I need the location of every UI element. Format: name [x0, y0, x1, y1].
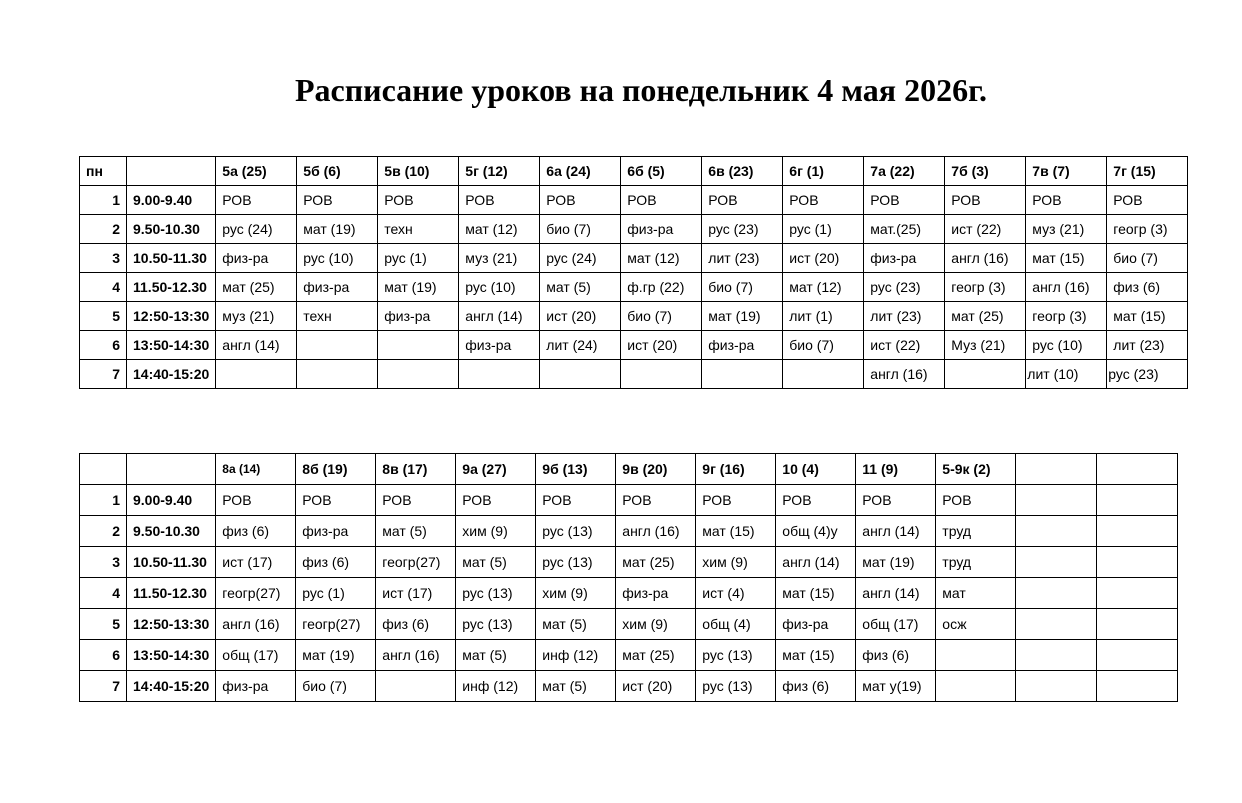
- lesson-cell: [621, 360, 702, 389]
- class-header: 6в (23): [702, 157, 783, 186]
- class-header: 9б (13): [536, 454, 616, 485]
- lesson-cell: техн: [378, 215, 459, 244]
- lesson-cell: рус (1): [783, 215, 864, 244]
- lesson-cell: мат (12): [783, 273, 864, 302]
- lesson-number: 4: [80, 578, 127, 609]
- lesson-row: [80, 302, 1188, 331]
- lesson-row: [80, 516, 1178, 547]
- lesson-cell: геогр (3): [1026, 302, 1107, 331]
- lesson-cell: хим (9): [696, 547, 776, 578]
- lesson-cell: мат (5): [456, 547, 536, 578]
- lesson-cell: мат (5): [536, 671, 616, 702]
- class-header: 5г (12): [459, 157, 540, 186]
- lesson-time: 14:40-15:20: [127, 360, 216, 389]
- lesson-row: [80, 215, 1188, 244]
- lesson-cell: ист (20): [783, 244, 864, 273]
- lesson-cell: био (7): [621, 302, 702, 331]
- class-header: [1097, 454, 1178, 485]
- lesson-cell: РОВ: [456, 485, 536, 516]
- lesson-time: 11.50-12.30: [127, 578, 216, 609]
- lesson-cell: англ (16): [864, 360, 945, 389]
- lesson-cell: [1016, 485, 1097, 516]
- lesson-cell: физ-ра: [702, 331, 783, 360]
- lesson-cell: РОВ: [864, 186, 945, 215]
- lesson-cell: РОВ: [540, 186, 621, 215]
- schedule-table-grades-5-7: [79, 156, 1188, 389]
- lesson-row: [80, 547, 1178, 578]
- day-label: [80, 454, 127, 485]
- lesson-cell: физ-ра: [616, 578, 696, 609]
- lesson-cell: общ (4): [696, 609, 776, 640]
- lesson-number: 1: [80, 485, 127, 516]
- lesson-cell: физ (6): [856, 640, 936, 671]
- lesson-cell: био (7): [783, 331, 864, 360]
- lesson-cell: физ-ра: [864, 244, 945, 273]
- schedule-table-grades-8-11: [79, 453, 1178, 702]
- class-header: 6б (5): [621, 157, 702, 186]
- lesson-cell: муз (21): [1026, 215, 1107, 244]
- lesson-cell: ист (20): [540, 302, 621, 331]
- lesson-cell: био (7): [1107, 244, 1188, 273]
- lesson-cell: [540, 360, 621, 389]
- lesson-cell: общ (4)у: [776, 516, 856, 547]
- lesson-cell: хим (9): [616, 609, 696, 640]
- lesson-cell: [1016, 671, 1097, 702]
- lesson-cell: геогр (3): [1107, 215, 1188, 244]
- lesson-cell: РОВ: [216, 186, 297, 215]
- lesson-cell: рус (13): [536, 516, 616, 547]
- class-header: 5б (6): [297, 157, 378, 186]
- lesson-cell: физ (6): [376, 609, 456, 640]
- lesson-cell: муз (21): [459, 244, 540, 273]
- lesson-cell: ист (4): [696, 578, 776, 609]
- lesson-cell: РОВ: [459, 186, 540, 215]
- lesson-cell: мат (15): [696, 516, 776, 547]
- class-header: 6а (24): [540, 157, 621, 186]
- lesson-cell: РОВ: [297, 186, 378, 215]
- lesson-number: 1: [80, 186, 127, 215]
- lesson-number: 5: [80, 609, 127, 640]
- lesson-cell: ист (22): [945, 215, 1026, 244]
- lesson-cell: физ-ра: [776, 609, 856, 640]
- lesson-cell: муз (21): [216, 302, 297, 331]
- lesson-cell: англ (14): [776, 547, 856, 578]
- lesson-row: [80, 485, 1178, 516]
- lesson-cell: физ (6): [776, 671, 856, 702]
- lesson-cell: лит (10): [1026, 360, 1107, 389]
- lesson-cell: ист (17): [376, 578, 456, 609]
- lesson-cell: мат (25): [945, 302, 1026, 331]
- lesson-cell: мат (5): [376, 516, 456, 547]
- lesson-cell: РОВ: [702, 186, 783, 215]
- lesson-row: [80, 578, 1178, 609]
- lesson-cell: ист (22): [864, 331, 945, 360]
- lesson-cell: мат (25): [616, 547, 696, 578]
- lesson-cell: лит (1): [783, 302, 864, 331]
- class-header: 9а (27): [456, 454, 536, 485]
- lesson-cell: ист (20): [616, 671, 696, 702]
- lesson-cell: физ (6): [296, 547, 376, 578]
- class-header: 8в (17): [376, 454, 456, 485]
- lesson-cell: [1097, 578, 1178, 609]
- lesson-cell: мат (15): [776, 578, 856, 609]
- lesson-cell: рус (23): [1107, 360, 1188, 389]
- lesson-row: [80, 671, 1178, 702]
- lesson-number: 6: [80, 331, 127, 360]
- lesson-cell: мат (19): [297, 215, 378, 244]
- lesson-cell: лит (24): [540, 331, 621, 360]
- lesson-time: 9.50-10.30: [127, 215, 216, 244]
- lesson-cell: РОВ: [1026, 186, 1107, 215]
- lesson-row: [80, 360, 1188, 389]
- lesson-cell: рус (23): [702, 215, 783, 244]
- lesson-cell: РОВ: [783, 186, 864, 215]
- lesson-cell: общ (17): [856, 609, 936, 640]
- lesson-cell: РОВ: [936, 485, 1016, 516]
- lesson-cell: [783, 360, 864, 389]
- lesson-time: 14:40-15:20: [127, 671, 216, 702]
- class-header: [1016, 454, 1097, 485]
- lesson-cell: англ (16): [945, 244, 1026, 273]
- lesson-cell: [297, 331, 378, 360]
- lesson-cell: ист (17): [216, 547, 296, 578]
- lesson-cell: [459, 360, 540, 389]
- lesson-cell: рус (10): [1026, 331, 1107, 360]
- lesson-time: 13:50-14:30: [127, 331, 216, 360]
- lesson-cell: общ (17): [216, 640, 296, 671]
- class-header: 8а (14): [216, 454, 296, 485]
- lesson-cell: физ-ра: [621, 215, 702, 244]
- lesson-cell: [702, 360, 783, 389]
- lesson-cell: физ-ра: [459, 331, 540, 360]
- lesson-cell: [1016, 547, 1097, 578]
- lesson-cell: мат (19): [856, 547, 936, 578]
- lesson-cell: рус (13): [456, 609, 536, 640]
- lesson-cell: [1016, 609, 1097, 640]
- lesson-number: 7: [80, 671, 127, 702]
- lesson-cell: англ (16): [1026, 273, 1107, 302]
- lesson-time: 9.00-9.40: [127, 186, 216, 215]
- lesson-cell: РОВ: [621, 186, 702, 215]
- time-header: [127, 157, 216, 186]
- lesson-row: [80, 244, 1188, 273]
- lesson-cell: РОВ: [616, 485, 696, 516]
- lesson-cell: геогр(27): [216, 578, 296, 609]
- class-header: 7б (3): [945, 157, 1026, 186]
- page-title: Расписание уроков на понедельник 4 мая 2026г.: [294, 72, 988, 108]
- lesson-cell: био (7): [702, 273, 783, 302]
- lesson-cell: рус (10): [297, 244, 378, 273]
- lesson-number: 3: [80, 244, 127, 273]
- lesson-cell: техн: [297, 302, 378, 331]
- lesson-cell: мат у(19): [856, 671, 936, 702]
- lesson-cell: физ (6): [1107, 273, 1188, 302]
- lesson-time: 11.50-12.30: [127, 273, 216, 302]
- lesson-cell: [1097, 547, 1178, 578]
- lesson-cell: физ-ра: [378, 302, 459, 331]
- lesson-number: 2: [80, 215, 127, 244]
- lesson-cell: труд: [936, 547, 1016, 578]
- lesson-cell: англ (14): [216, 331, 297, 360]
- lesson-cell: мат.(25): [864, 215, 945, 244]
- lesson-cell: [945, 360, 1026, 389]
- lesson-cell: Муз (21): [945, 331, 1026, 360]
- lesson-cell: мат (19): [702, 302, 783, 331]
- lesson-cell: физ-ра: [297, 273, 378, 302]
- lesson-cell: мат (5): [456, 640, 536, 671]
- lesson-cell: [376, 671, 456, 702]
- lesson-cell: мат (12): [459, 215, 540, 244]
- lesson-cell: [1097, 609, 1178, 640]
- lesson-cell: англ (14): [856, 578, 936, 609]
- lesson-cell: мат (12): [621, 244, 702, 273]
- lesson-cell: лит (23): [702, 244, 783, 273]
- lesson-cell: рус (10): [459, 273, 540, 302]
- lesson-cell: РОВ: [296, 485, 376, 516]
- class-header: 7а (22): [864, 157, 945, 186]
- lesson-cell: труд: [936, 516, 1016, 547]
- lesson-cell: мат (15): [1107, 302, 1188, 331]
- lesson-cell: [936, 671, 1016, 702]
- lesson-cell: рус (23): [864, 273, 945, 302]
- lesson-cell: рус (24): [216, 215, 297, 244]
- class-header: 9в (20): [616, 454, 696, 485]
- time-header: [127, 454, 216, 485]
- class-header: 5-9к (2): [936, 454, 1016, 485]
- lesson-cell: РОВ: [856, 485, 936, 516]
- lesson-cell: РОВ: [776, 485, 856, 516]
- lesson-cell: англ (14): [459, 302, 540, 331]
- class-header: 5в (10): [378, 157, 459, 186]
- lesson-cell: ист (20): [621, 331, 702, 360]
- lesson-cell: [936, 640, 1016, 671]
- lesson-row: [80, 186, 1188, 215]
- lesson-cell: био (7): [296, 671, 376, 702]
- lesson-cell: осж: [936, 609, 1016, 640]
- day-label: пн: [80, 157, 127, 186]
- class-header: 6г (1): [783, 157, 864, 186]
- lesson-cell: англ (16): [376, 640, 456, 671]
- lesson-cell: рус (13): [456, 578, 536, 609]
- lesson-time: 9.50-10.30: [127, 516, 216, 547]
- lesson-cell: мат (15): [1026, 244, 1107, 273]
- lesson-cell: мат: [936, 578, 1016, 609]
- lesson-cell: мат (19): [378, 273, 459, 302]
- lesson-number: 2: [80, 516, 127, 547]
- lesson-cell: физ-ра: [216, 244, 297, 273]
- lesson-cell: рус (24): [540, 244, 621, 273]
- lesson-cell: [1097, 485, 1178, 516]
- lesson-cell: физ-ра: [296, 516, 376, 547]
- class-header: 9г (16): [696, 454, 776, 485]
- lesson-row: [80, 609, 1178, 640]
- lesson-cell: РОВ: [696, 485, 776, 516]
- class-header: 7г (15): [1107, 157, 1188, 186]
- lesson-cell: инф (12): [456, 671, 536, 702]
- lesson-row: [80, 331, 1188, 360]
- lesson-time: 13:50-14:30: [127, 640, 216, 671]
- lesson-cell: [297, 360, 378, 389]
- lesson-cell: [1016, 516, 1097, 547]
- lesson-number: 4: [80, 273, 127, 302]
- lesson-cell: лит (23): [1107, 331, 1188, 360]
- lesson-cell: РОВ: [376, 485, 456, 516]
- lesson-cell: [1097, 640, 1178, 671]
- class-header: 8б (19): [296, 454, 376, 485]
- lesson-cell: рус (13): [536, 547, 616, 578]
- lesson-cell: англ (16): [216, 609, 296, 640]
- lesson-cell: РОВ: [536, 485, 616, 516]
- lesson-cell: лит (23): [864, 302, 945, 331]
- lesson-time: 12:50-13:30: [127, 609, 216, 640]
- lesson-cell: [378, 360, 459, 389]
- lesson-cell: РОВ: [216, 485, 296, 516]
- lesson-number: 5: [80, 302, 127, 331]
- lesson-cell: [378, 331, 459, 360]
- lesson-cell: [1016, 578, 1097, 609]
- lesson-cell: мат (5): [540, 273, 621, 302]
- class-header: 11 (9): [856, 454, 936, 485]
- lesson-cell: англ (14): [856, 516, 936, 547]
- lesson-cell: РОВ: [1107, 186, 1188, 215]
- class-header: 7в (7): [1026, 157, 1107, 186]
- lesson-time: 10.50-11.30: [127, 244, 216, 273]
- lesson-cell: геогр (3): [945, 273, 1026, 302]
- lesson-cell: рус (13): [696, 640, 776, 671]
- lesson-cell: рус (1): [378, 244, 459, 273]
- lesson-time: 10.50-11.30: [127, 547, 216, 578]
- lesson-row: [80, 273, 1188, 302]
- lesson-cell: ф.гр (22): [621, 273, 702, 302]
- lesson-time: 9.00-9.40: [127, 485, 216, 516]
- lesson-cell: РОВ: [945, 186, 1026, 215]
- lesson-time: 12:50-13:30: [127, 302, 216, 331]
- lesson-cell: [1016, 640, 1097, 671]
- lesson-cell: [1097, 516, 1178, 547]
- lesson-cell: мат (15): [776, 640, 856, 671]
- header-row: [80, 157, 1188, 186]
- lesson-cell: [216, 360, 297, 389]
- lesson-cell: РОВ: [378, 186, 459, 215]
- lesson-cell: физ-ра: [216, 671, 296, 702]
- lesson-cell: англ (16): [616, 516, 696, 547]
- lesson-cell: мат (5): [536, 609, 616, 640]
- lesson-cell: геогр(27): [296, 609, 376, 640]
- lesson-cell: геогр(27): [376, 547, 456, 578]
- lesson-cell: мат (25): [616, 640, 696, 671]
- lesson-cell: [1097, 671, 1178, 702]
- class-header: 5а (25): [216, 157, 297, 186]
- lesson-cell: мат (19): [296, 640, 376, 671]
- lesson-cell: мат (25): [216, 273, 297, 302]
- header-row: [80, 454, 1178, 485]
- lesson-number: 6: [80, 640, 127, 671]
- lesson-number: 7: [80, 360, 127, 389]
- lesson-cell: хим (9): [536, 578, 616, 609]
- lesson-row: [80, 640, 1178, 671]
- lesson-cell: инф (12): [536, 640, 616, 671]
- class-header: 10 (4): [776, 454, 856, 485]
- lesson-cell: рус (13): [696, 671, 776, 702]
- lesson-number: 3: [80, 547, 127, 578]
- lesson-cell: хим (9): [456, 516, 536, 547]
- lesson-cell: био (7): [540, 215, 621, 244]
- lesson-cell: рус (1): [296, 578, 376, 609]
- lesson-cell: физ (6): [216, 516, 296, 547]
